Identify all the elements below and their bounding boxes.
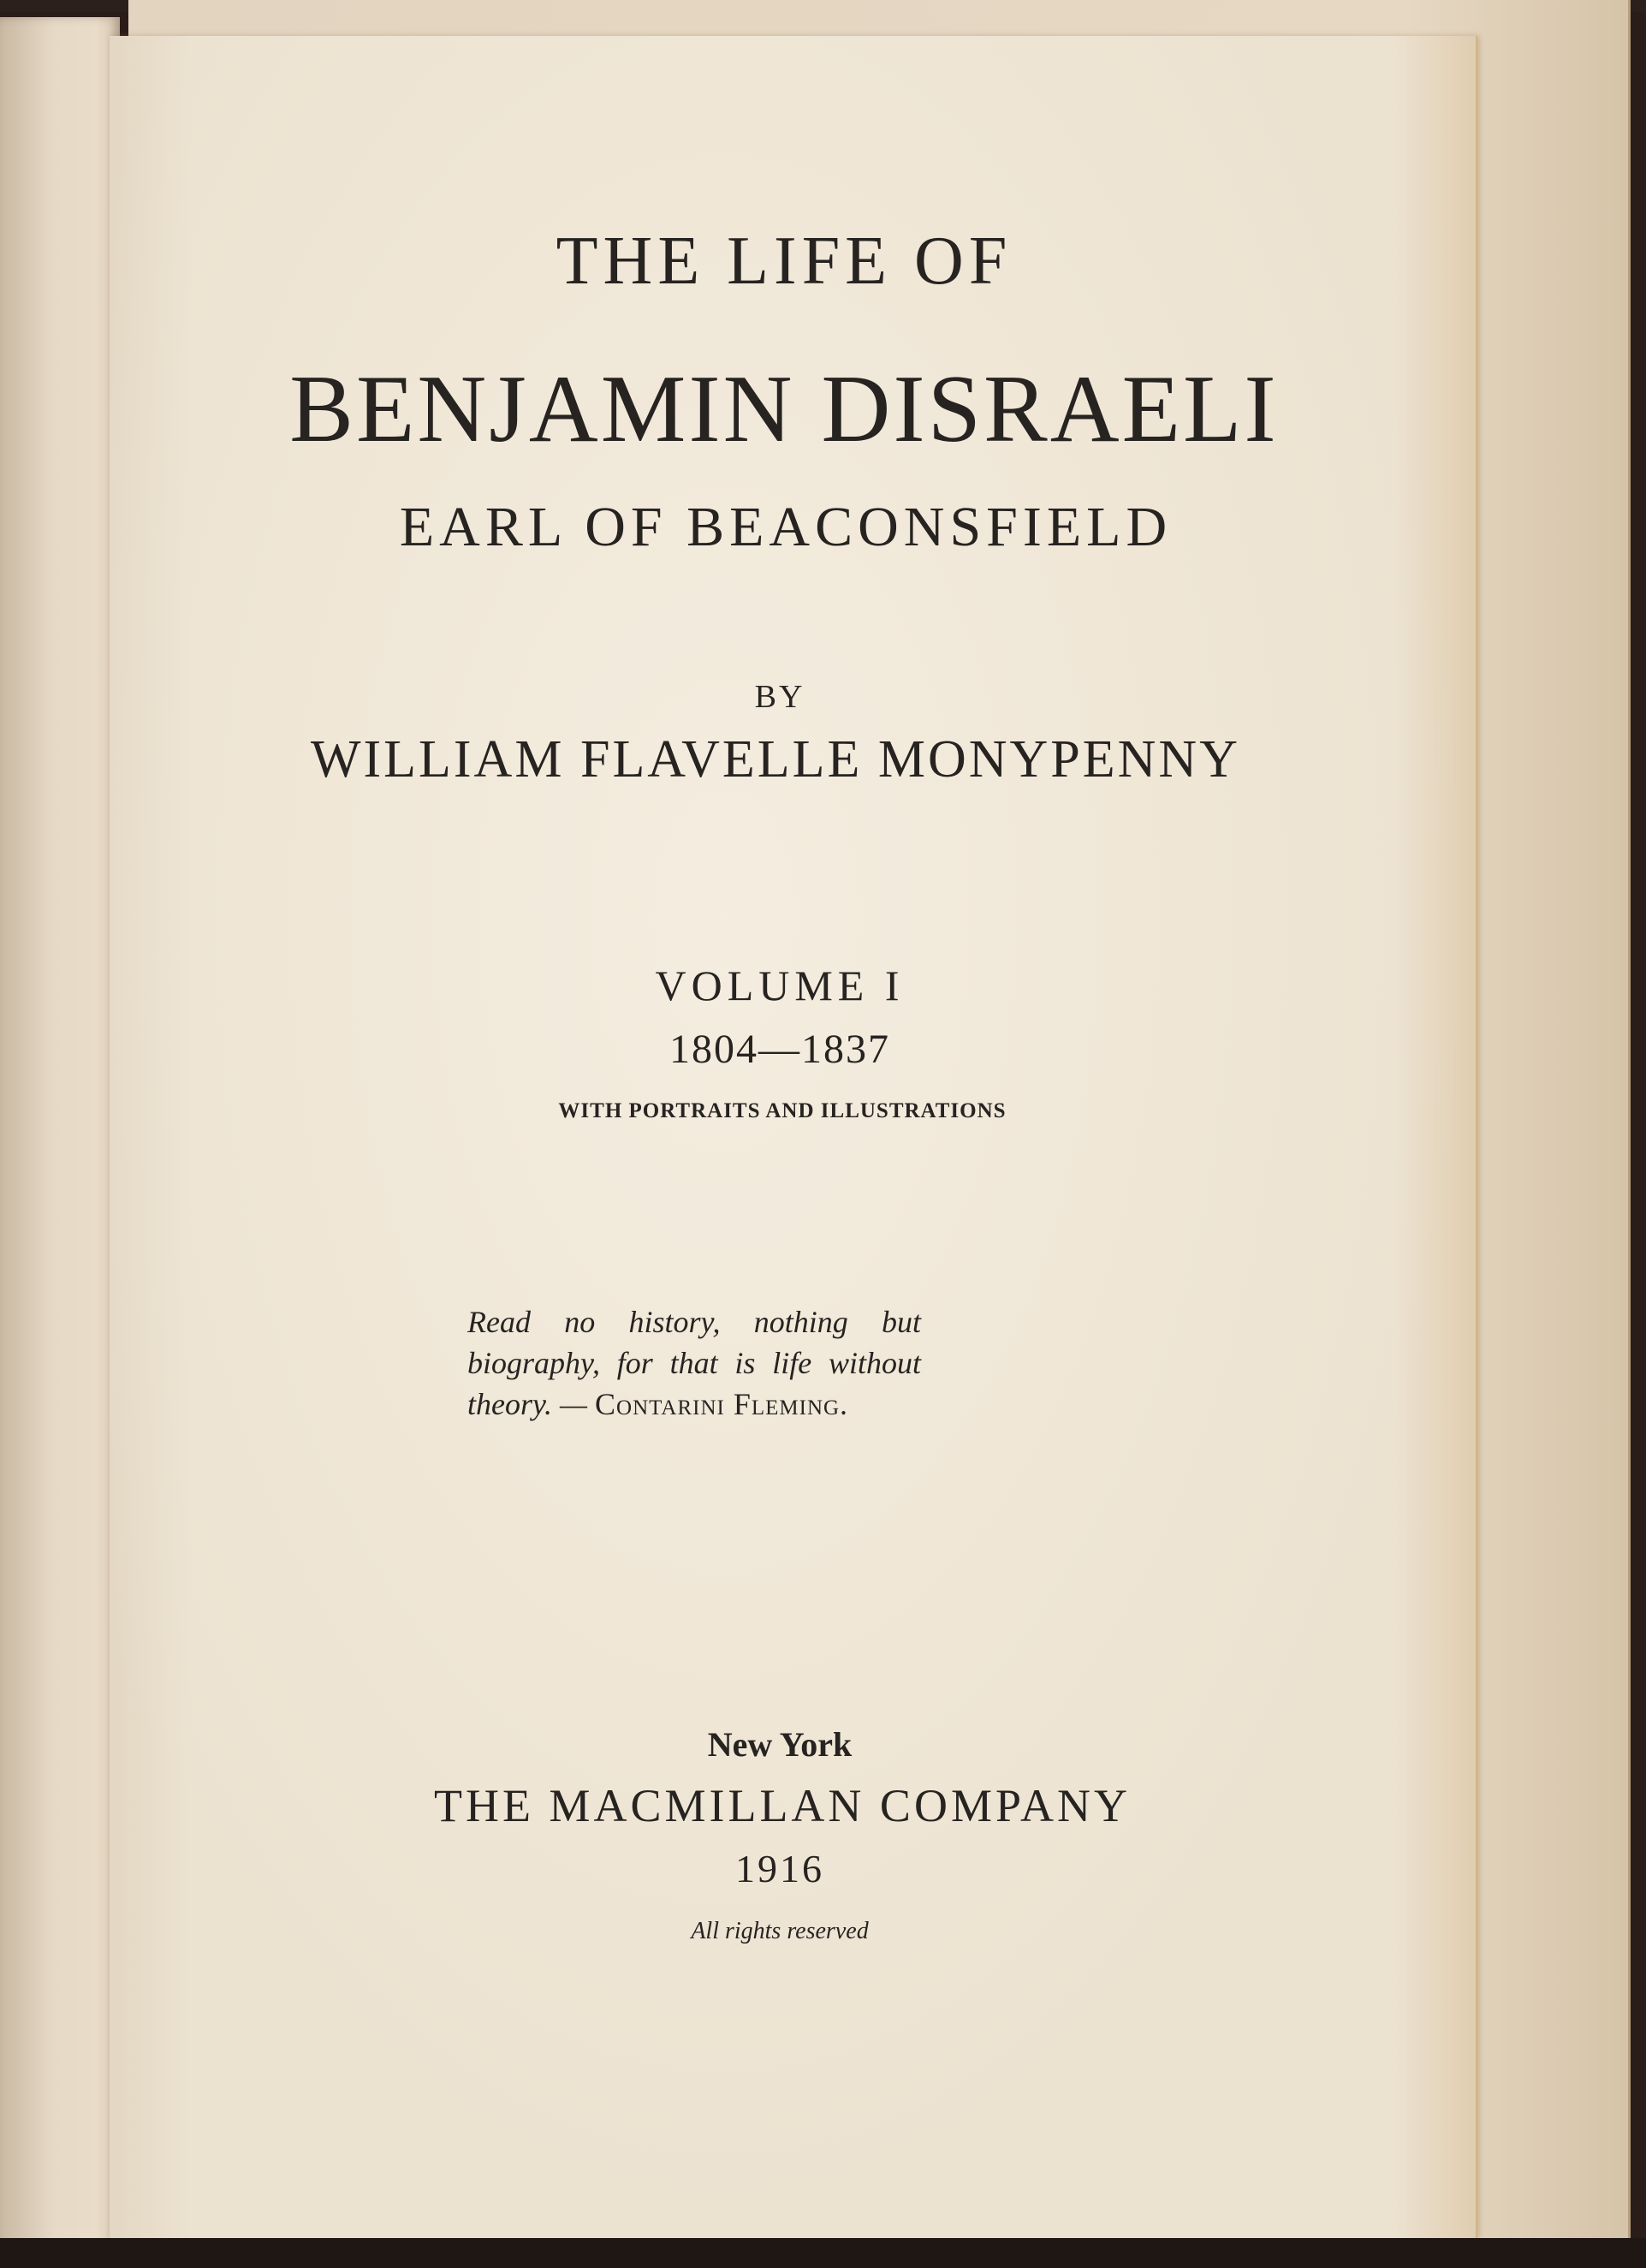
title-subtitle: EARL OF BEACONSFIELD (399, 496, 1173, 558)
by-label: BY (754, 679, 805, 715)
rights-notice: All rights reserved (691, 1918, 869, 1944)
illustrations-note: WITH PORTRAITS AND ILLUSTRATIONS (558, 1099, 1007, 1122)
epigraph-attribution: Contarini Fleming. (595, 1387, 849, 1421)
publisher-name: THE MACMILLAN COMPANY (433, 1780, 1132, 1831)
epigraph-text: Read no history, nothing but biography, for that is life without theory. (467, 1305, 921, 1421)
title-page (110, 36, 1477, 2238)
title-main: BENJAMIN DISRAELI (289, 356, 1279, 462)
bottom-edge (0, 2238, 1646, 2268)
title-line-1: THE LIFE OF (556, 223, 1013, 299)
publication-year: 1916 (735, 1847, 824, 1890)
publication-place: New York (707, 1725, 853, 1764)
epigraph (467, 1301, 921, 1425)
author-name: WILLIAM FLAVELLE MONYPENNY (311, 730, 1240, 789)
epigraph-dash: — (551, 1387, 595, 1421)
volume-label: VOLUME I (655, 961, 905, 1009)
volume-years: 1804—1837 (669, 1027, 890, 1072)
facing-page-edge (0, 17, 120, 2247)
